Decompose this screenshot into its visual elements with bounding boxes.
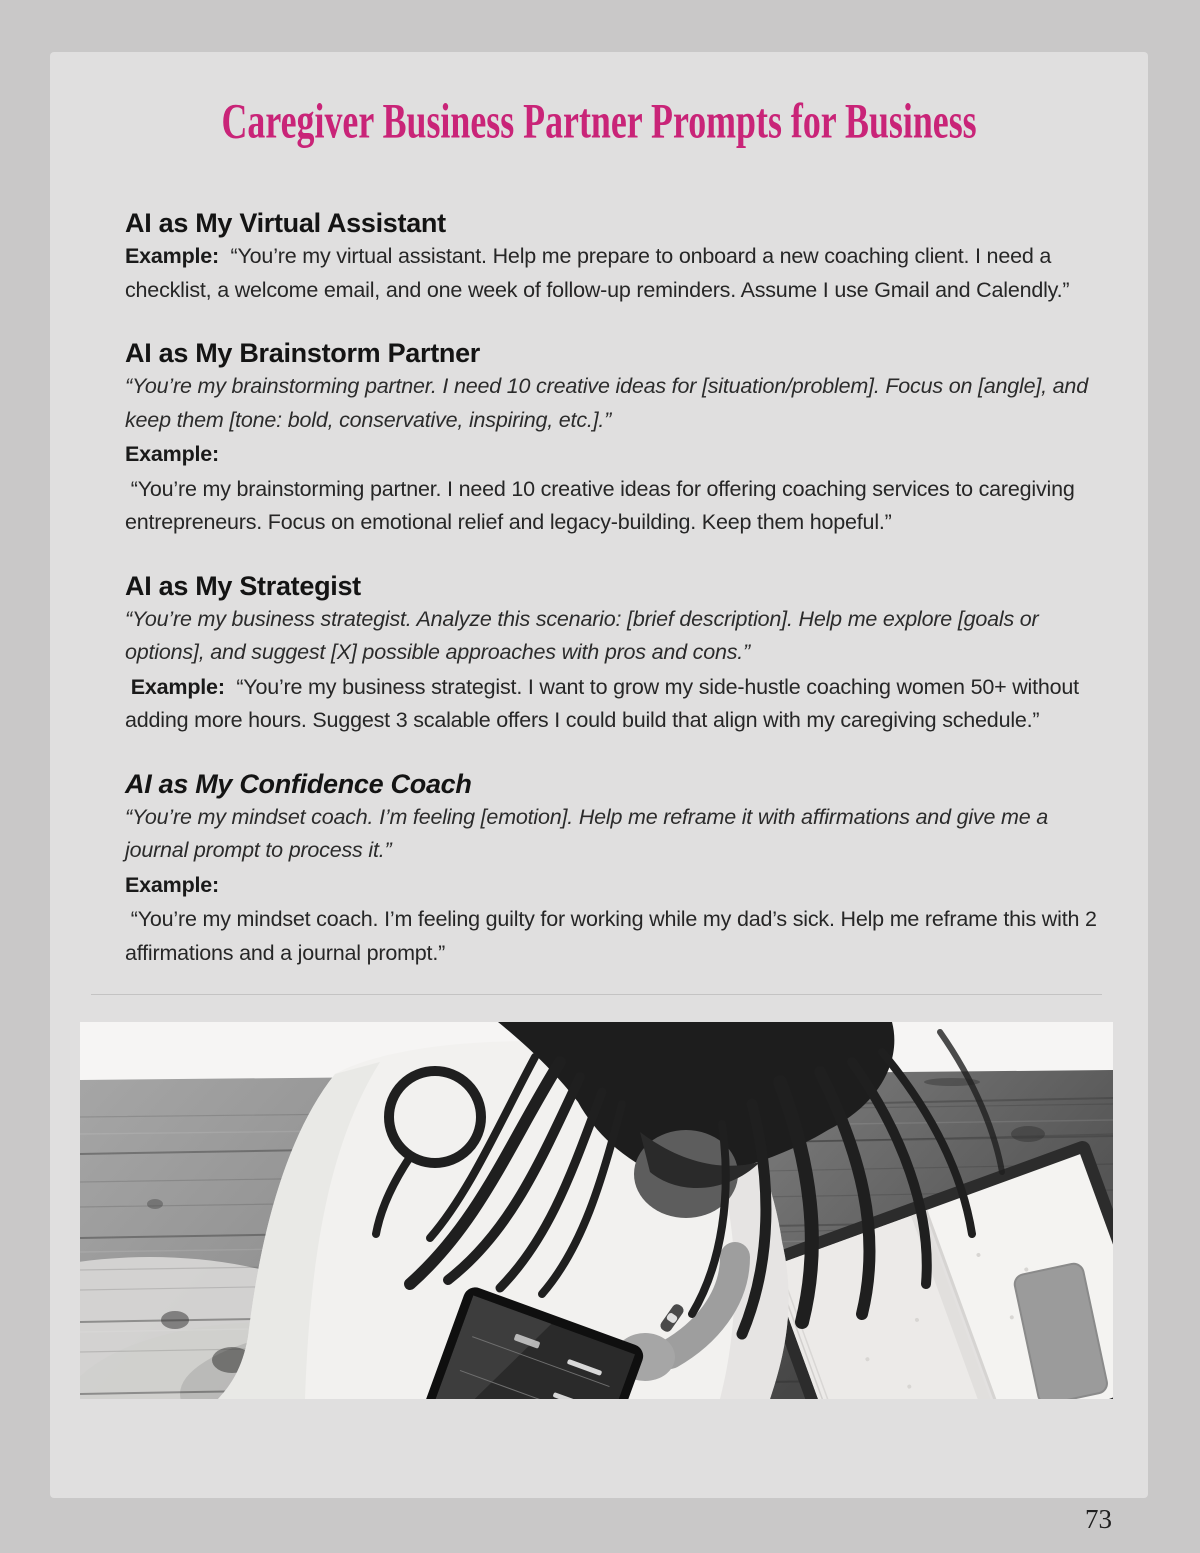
workspace-photo xyxy=(80,1022,1113,1399)
page-number: 73 xyxy=(1085,1504,1112,1534)
example-text: “You’re my business strategist. I want to grow my side-hustle coaching women 50+ without adding more hours. Suggest 3 scalable offers I could build that align with my caregiving schedule.” xyxy=(125,674,1085,732)
page-title: Caregiver Business Partner Prompts for Business xyxy=(221,93,977,149)
example-label: Example: xyxy=(125,244,219,268)
example-label-line xyxy=(125,438,1100,472)
template-paragraph: “You’re my mindset coach. I’m feeling [emotion]. Help me reframe it with affirmations and give me a journal prompt to process it.” xyxy=(125,804,1054,862)
example-paragraph: “You’re my mindset coach. I’m feeling guilty for working while my dad’s sick. Help me reframe this with 2 affirmations and a journal prompt.” xyxy=(125,907,1103,965)
section-confidence-coach xyxy=(125,768,1103,971)
section-heading: AI as My Brainstorm Partner xyxy=(125,338,481,368)
example-paragraph: “You’re my brainstorming partner. I need 10 creative ideas for offering coaching services to caregiving entrepreneurs. Focus on emotional relief and legacy-building. Keep them hopeful.” xyxy=(125,476,1081,534)
template-paragraph: “You’re my brainstorming partner. I need 10 creative ideas for [situation/problem]. Focus on [angle], and keep them [tone: bold, conservative, inspiring, etc.].” xyxy=(125,374,1094,432)
section-heading: AI as My Strategist xyxy=(125,570,361,601)
example-label: Example: xyxy=(125,442,219,466)
example-paragraph xyxy=(125,240,1100,307)
example-text: “You’re my virtual assistant. Help me prepare to onboard a new coaching client. I need a checklist, a welcome email, and one week of follow-up reminders. Assume I use Gmail and Calendly.” xyxy=(125,244,1070,302)
workspace-photo-illustration xyxy=(80,1022,1113,1399)
example-label-line xyxy=(125,869,1100,903)
example-label: Example: xyxy=(125,872,219,897)
template-paragraph: “You’re my business strategist. Analyze this scenario: [brief description]. Help me explore [goals or options], and suggest [X] possible approaches with pros and cons.” xyxy=(125,606,1045,664)
page-card xyxy=(50,52,1148,1498)
section-heading: AI as My Confidence Coach xyxy=(125,768,472,799)
section-heading: AI as My Virtual Assistant xyxy=(125,208,446,238)
section-virtual-assistant xyxy=(125,207,1100,307)
section-strategist xyxy=(125,570,1100,738)
section-brainstorm-partner xyxy=(125,337,1100,540)
example-paragraph xyxy=(125,671,1100,738)
title-row xyxy=(50,92,1148,148)
prompt-sections xyxy=(125,207,1103,970)
section-divider xyxy=(91,994,1102,995)
example-label: Example: xyxy=(125,674,225,699)
